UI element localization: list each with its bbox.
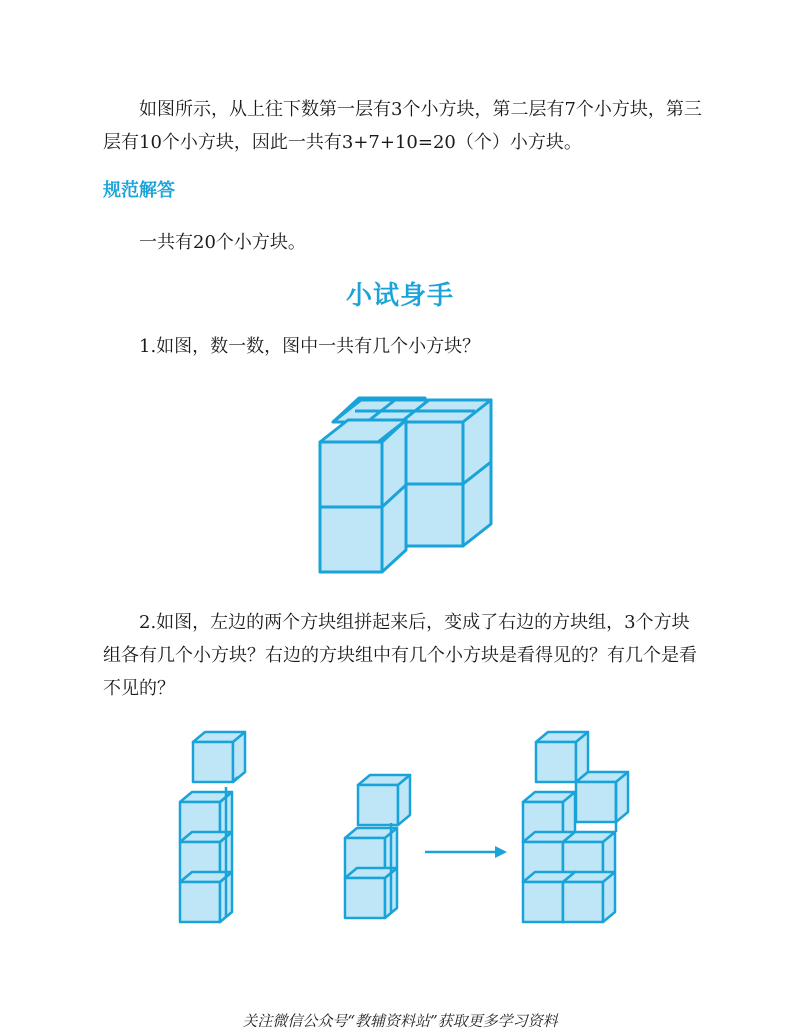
practice-heading: 小试身手 bbox=[345, 281, 454, 311]
explanation-paragraph: 如图所示，从上往下数第一层有3个小方块，第二层有7个小方块，第三层有10个小方块，因此一共有3+7+10=20（个）小方块。 bbox=[103, 99, 702, 153]
cube-group-left bbox=[180, 732, 245, 922]
answer-label: 规范解答 bbox=[103, 180, 175, 201]
arrow-icon bbox=[425, 846, 507, 858]
cube-front-right-top bbox=[401, 422, 463, 484]
cube-front-left-top bbox=[320, 442, 382, 507]
question-1: 1.如图，数一数，图中一共有几个小方块？ bbox=[139, 336, 481, 357]
footer-note: 关注微信公众号“教辅资料站”获取更多学习资料 bbox=[242, 1012, 558, 1030]
question-2: 2.如图，左边的两个方块组拼起来后，变成了右边的方块组，3个方块组各有几个小方块？右边的方块组中有几个小方块是看得见的？有几个是看不见的？ bbox=[103, 612, 697, 699]
cube-front-left-bottom bbox=[320, 507, 382, 572]
cube-group-middle bbox=[345, 775, 410, 918]
cube-figure-2 bbox=[175, 730, 635, 935]
answer-text: 一共有20个小方块。 bbox=[139, 232, 306, 253]
cube-front-right-bottom bbox=[401, 484, 463, 546]
cube-figure-1 bbox=[310, 390, 505, 585]
cube-group-right bbox=[523, 732, 628, 922]
